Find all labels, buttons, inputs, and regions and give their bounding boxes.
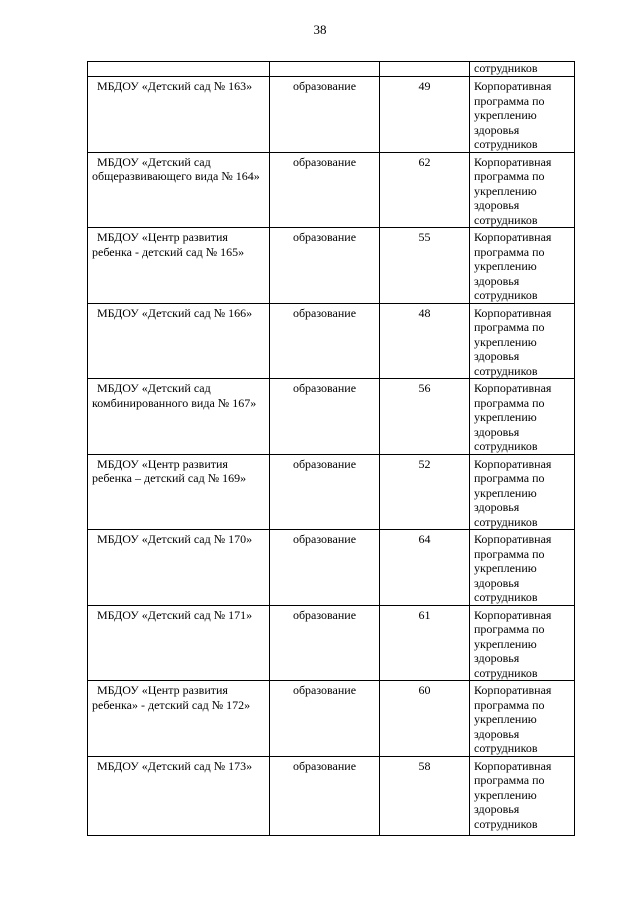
program-cell: Корпоративная программа по укреплению здоровья сотрудников xyxy=(470,756,575,835)
program-cell: сотрудников xyxy=(470,62,575,77)
program-cell: Корпоративная программа по укреплению здоровья сотрудников xyxy=(470,379,575,455)
sector-cell: образование xyxy=(270,681,380,757)
count-cell: 52 xyxy=(380,454,470,530)
table-row xyxy=(88,605,575,681)
sector-cell: образование xyxy=(270,152,380,228)
sector-cell xyxy=(270,62,380,77)
program-cell: Корпоративная программа по укреплению здоровья сотрудников xyxy=(470,681,575,757)
program-cell: Корпоративная программа по укреплению здоровья сотрудников xyxy=(470,152,575,228)
organizations-table xyxy=(87,61,575,836)
count-cell xyxy=(380,62,470,77)
table-row xyxy=(88,77,575,153)
name-cell: МБДОУ «Детский сад № 166» xyxy=(88,303,270,379)
program-cell: Корпоративная программа по укреплению здоровья сотрудников xyxy=(470,530,575,606)
table-row xyxy=(88,152,575,228)
count-cell: 62 xyxy=(380,152,470,228)
count-cell: 64 xyxy=(380,530,470,606)
table-row xyxy=(88,303,575,379)
count-cell: 55 xyxy=(380,228,470,304)
continuation-row xyxy=(88,62,575,77)
sector-cell: образование xyxy=(270,379,380,455)
name-cell: МБДОУ «Детский сад № 163» xyxy=(88,77,270,153)
program-cell: Корпоративная программа по укреплению здоровья сотрудников xyxy=(470,77,575,153)
sector-cell: образование xyxy=(270,605,380,681)
name-cell: МБДОУ «Центр развития ребенка» - детский сад № 172» xyxy=(88,681,270,757)
program-cell: Корпоративная программа по укреплению здоровья сотрудников xyxy=(470,454,575,530)
name-cell: МБДОУ «Детский сад № 173» xyxy=(88,756,270,835)
count-cell: 61 xyxy=(380,605,470,681)
sector-cell: образование xyxy=(270,530,380,606)
name-cell: МБДОУ «Детский сад общеразвивающего вида № 164» xyxy=(88,152,270,228)
table-row xyxy=(88,530,575,606)
sector-cell: образование xyxy=(270,228,380,304)
sector-cell: образование xyxy=(270,77,380,153)
sector-cell: образование xyxy=(270,303,380,379)
table-row xyxy=(88,681,575,757)
count-cell: 48 xyxy=(380,303,470,379)
count-cell: 60 xyxy=(380,681,470,757)
name-cell: МБДОУ «Детский сад № 170» xyxy=(88,530,270,606)
table-row xyxy=(88,454,575,530)
program-cell: Корпоративная программа по укреплению здоровья сотрудников xyxy=(470,605,575,681)
name-cell: МБДОУ «Детский сад комбинированного вида № 167» xyxy=(88,379,270,455)
table-row xyxy=(88,756,575,835)
program-cell: Корпоративная программа по укреплению здоровья сотрудников xyxy=(470,303,575,379)
sector-cell: образование xyxy=(270,756,380,835)
name-cell: МБДОУ «Детский сад № 171» xyxy=(88,605,270,681)
name-cell: МБДОУ «Центр развития ребенка - детский сад № 165» xyxy=(88,228,270,304)
name-cell: МБДОУ «Центр развития ребенка – детский сад № 169» xyxy=(88,454,270,530)
name-cell xyxy=(88,62,270,77)
count-cell: 58 xyxy=(380,756,470,835)
count-cell: 49 xyxy=(380,77,470,153)
program-cell: Корпоративная программа по укреплению здоровья сотрудников xyxy=(470,228,575,304)
sector-cell: образование xyxy=(270,454,380,530)
table-row xyxy=(88,228,575,304)
page-number: 38 xyxy=(313,22,327,37)
table-row xyxy=(88,379,575,455)
count-cell: 56 xyxy=(380,379,470,455)
